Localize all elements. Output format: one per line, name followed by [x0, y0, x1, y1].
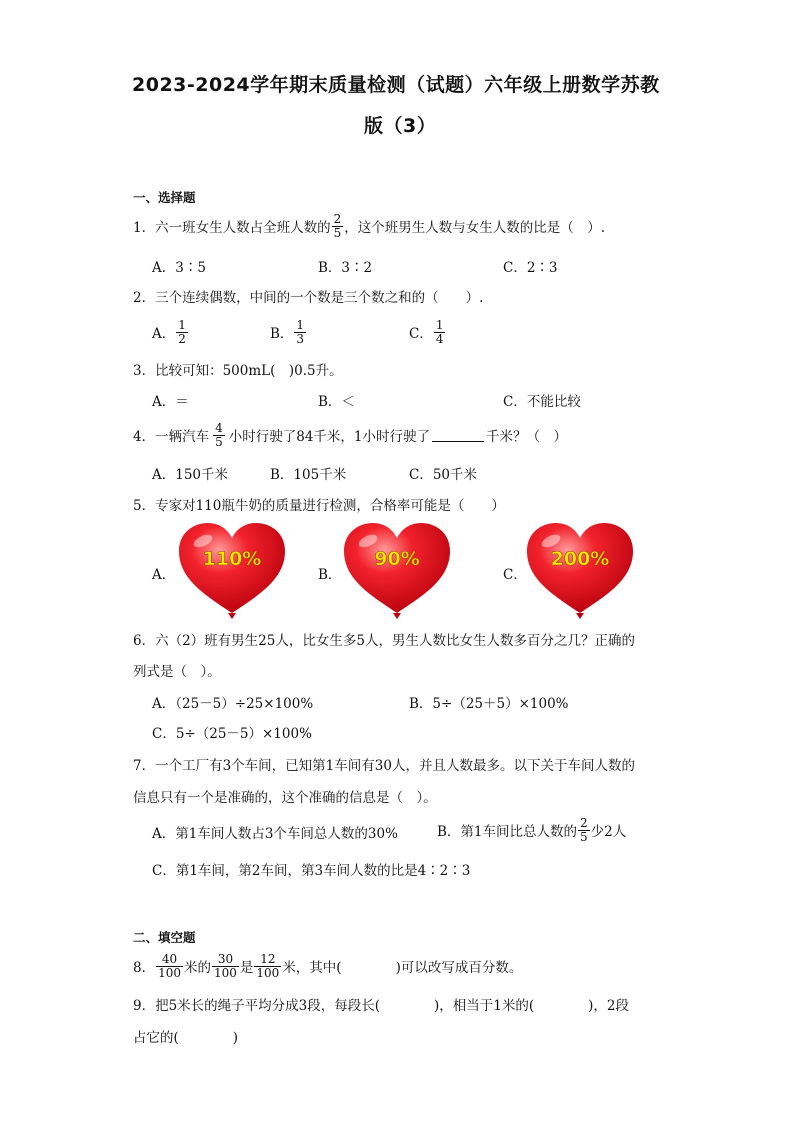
section-heading-fill: 二、填空题	[133, 930, 196, 945]
option-label: A．	[152, 326, 176, 342]
question-1-text-post: ，这个班男生人数与女生人数的比是（ ）.	[344, 220, 606, 236]
question-6-option-b[interactable]: B．5÷（25＋5）×100%	[409, 696, 569, 712]
question-6-line2: 列式是（ ）。	[133, 664, 221, 680]
question-1	[133, 208, 605, 244]
question-7-option-b[interactable]	[437, 812, 626, 848]
question-1-text-pre: 1．六一班女生人数占全班人数的	[133, 220, 331, 236]
balloon-c-text: 200%	[550, 548, 610, 570]
question-2-option-a[interactable]	[152, 315, 189, 349]
question-4-option-c[interactable]: C．50千米	[409, 467, 478, 483]
question-8-number: 8．	[133, 960, 156, 976]
question-8-text-1: 米的	[184, 960, 211, 976]
page-title-line1: 2023-2024学年期末质量检测（试题）六年级上册数学苏教	[132, 74, 660, 96]
question-4-text-post: 千米？（ ）	[486, 429, 568, 445]
question-9-line1: 9．把5米长的绳子平均分成3段，每段长( )，相当于1米的( )，2段	[133, 998, 630, 1014]
question-3-option-c[interactable]: C．不能比较	[503, 394, 581, 410]
question-5: 5．专家对110瓶牛奶的质量进行检测，合格率可能是（ ）	[133, 498, 505, 514]
answer-blank[interactable]	[432, 428, 484, 442]
question-4-fraction: $\frac{4}{5}$	[215, 420, 223, 449]
heart-balloon-icon	[175, 521, 290, 621]
question-8-text-3: 米，其中( )可以改写成百分数。	[282, 960, 523, 976]
question-1-option-b[interactable]: B．3∶2	[318, 260, 373, 276]
option-fraction: $\frac{1}{3}$	[296, 317, 305, 346]
question-1-option-c[interactable]: C．2∶3	[503, 260, 558, 276]
question-4-option-a[interactable]: A．150千米	[152, 467, 229, 483]
page-title-line2: 版（3）	[364, 115, 437, 137]
question-3-option-b[interactable]: B．＜	[318, 394, 355, 410]
question-2: 2．三个连续偶数，中间的一个数是三个数之和的（ ）.	[133, 290, 484, 306]
question-7-line2: 信息只有一个是准确的，这个准确的信息是（ ）。	[133, 790, 437, 806]
question-2-option-c[interactable]	[409, 315, 446, 349]
question-4-text-pre: 4．一辆汽车	[133, 429, 210, 445]
heart-balloon-c[interactable]	[523, 521, 638, 621]
question-4-text-mid: 小时行驶了84千米，1小时行驶了	[228, 429, 431, 445]
question-9-line2: 占它的( )	[133, 1030, 239, 1046]
option-label: C．	[409, 326, 433, 342]
question-2-option-b[interactable]	[270, 315, 307, 349]
question-1-option-a[interactable]: A．3∶5	[152, 260, 206, 276]
question-3: 3．比较可知：500mL( )0.5升。	[133, 363, 343, 379]
heart-balloon-icon	[340, 521, 455, 621]
option-b-fraction: $\frac{2}{5}$	[580, 815, 588, 844]
question-7-option-a[interactable]: A．第1车间人数占3个车间总人数的30%	[152, 826, 398, 842]
balloon-a-text: 110%	[202, 548, 262, 570]
question-5-option-b-label[interactable]: B．	[318, 567, 342, 583]
option-label: B．	[270, 326, 294, 342]
heart-balloon-b[interactable]	[340, 521, 455, 621]
balloon-b-text: 90%	[374, 548, 420, 570]
option-fraction: $\frac{1}{4}$	[435, 317, 444, 346]
question-5-option-a-label[interactable]: A．	[152, 567, 176, 583]
option-b-text-post: 少2人	[590, 824, 627, 840]
question-8-fraction-1: $\frac{40}{100}$	[158, 951, 181, 980]
option-fraction: $\frac{1}{2}$	[178, 317, 186, 346]
question-8-text-2: 是	[239, 960, 254, 976]
question-8-fraction-3: $\frac{12}{100}$	[256, 951, 280, 980]
question-8-fraction-2: $\frac{30}{100}$	[214, 951, 237, 980]
question-7-option-c[interactable]: C．第1车间，第2车间，第3车间人数的比是4∶2∶3	[152, 863, 471, 879]
heart-balloon-icon	[523, 521, 638, 621]
question-6-option-c[interactable]: C．5÷（25－5）×100%	[152, 726, 312, 742]
option-b-text-pre: B．第1车间比总人数的	[437, 824, 578, 840]
question-3-option-a[interactable]: A．＝	[152, 394, 189, 410]
question-4	[133, 416, 567, 454]
question-6-option-a[interactable]: A．（25－5）÷25×100%	[152, 696, 314, 712]
question-8	[133, 947, 522, 985]
section-heading-choice: 一、选择题	[133, 190, 196, 205]
question-1-fraction: $\frac{2}{5}$	[333, 211, 342, 240]
question-6-line1: 6．六（2）班有男生25人，比女生多5人，男生人数比女生人数多百分之几？正确的	[133, 633, 635, 649]
question-5-option-c-label[interactable]: C．	[503, 567, 527, 583]
heart-balloon-a[interactable]	[175, 521, 290, 621]
question-4-option-b[interactable]: B．105千米	[270, 467, 347, 483]
question-7-line1: 7．一个工厂有3个车间，已知第1车间有30人，并且人数最多。以下关于车间人数的	[133, 758, 635, 774]
